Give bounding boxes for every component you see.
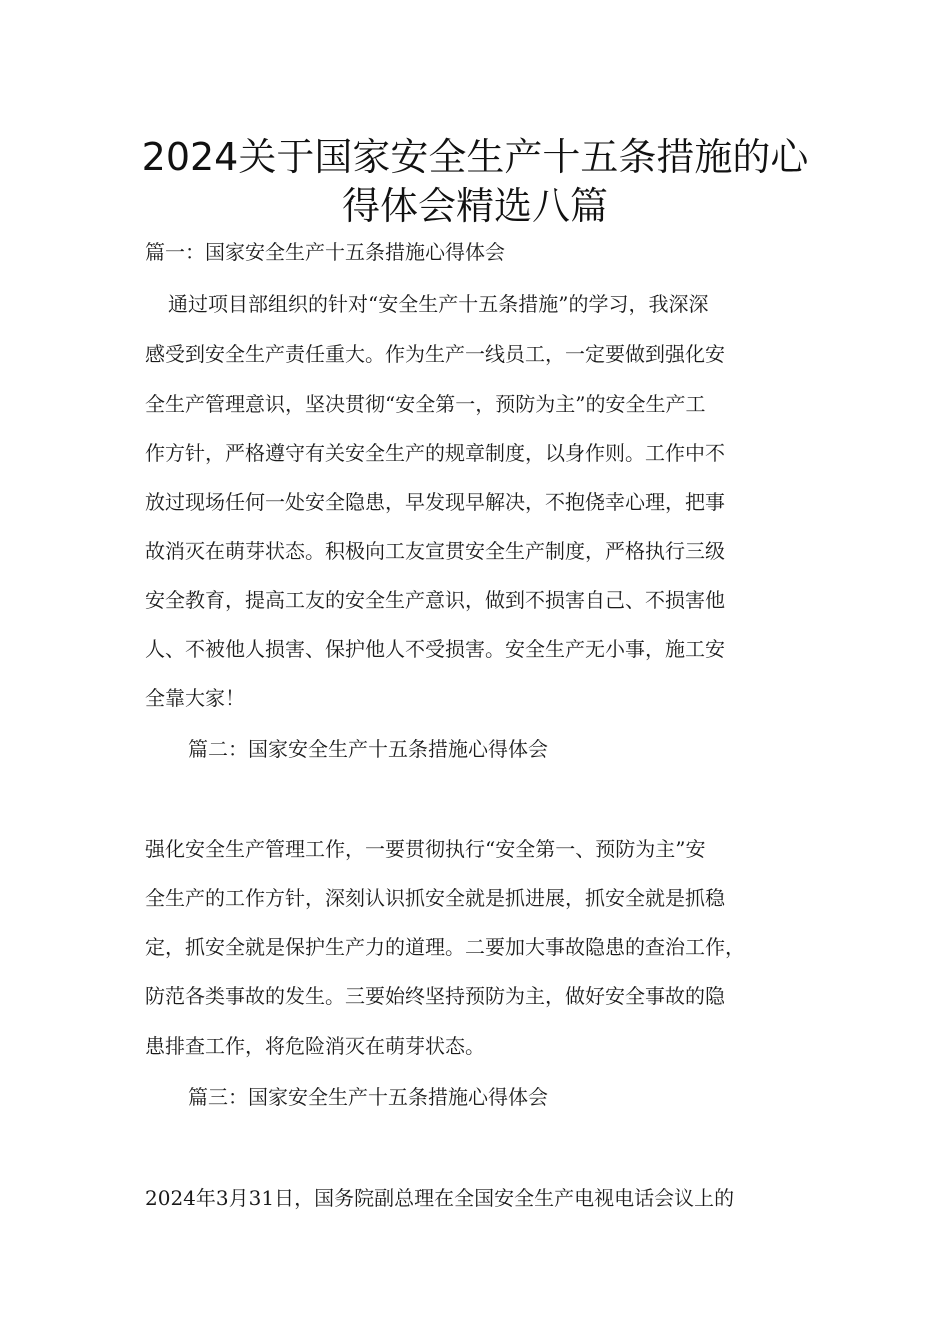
section-1-paragraph-line: 安全教育，提高工友的安全生产意识，做到不损害自己、不损害他 xyxy=(145,588,725,612)
section-1-paragraph-line: 人、不被他人损害、保护他人不受损害。安全生产无小事，施工安 xyxy=(145,637,725,661)
section-3-paragraph-line: 2024年3月31日，国务院副总理在全国安全生产电视电话会议上的 xyxy=(145,1186,735,1210)
section-1-paragraph-line: 通过项目部组织的针对“安全生产十五条措施”的学习，我深深 xyxy=(168,292,709,316)
section-2-paragraph-line: 全生产的工作方针，深刻认识抓安全就是抓进展，抓安全就是抓稳 xyxy=(145,886,725,910)
section-2-paragraph-line: 防范各类事故的发生。三要始终坚持预防为主，做好安全事故的隐 xyxy=(145,984,725,1008)
section-2-paragraph-line: 强化安全生产管理工作，一要贯彻执行“安全第一、预防为主”安 xyxy=(145,837,706,861)
section-3-heading: 篇三：国家安全生产十五条措施心得体会 xyxy=(188,1085,548,1109)
section-1-paragraph-line: 感受到安全生产责任重大。作为生产一线员工，一定要做到强化安 xyxy=(145,342,725,366)
section-2-paragraph-line: 患排查工作，将危险消灭在萌芽状态。 xyxy=(145,1034,485,1058)
section-2-paragraph-line: 定，抓安全就是保护生产力的道理。二要加大事故隐患的查治工作， xyxy=(145,935,745,959)
section-1-heading: 篇一：国家安全生产十五条措施心得体会 xyxy=(145,240,505,264)
section-1-paragraph-line: 全靠大家！ xyxy=(145,686,245,710)
section-1-paragraph-line: 作方针，严格遵守有关安全生产的规章制度，以身作则。工作中不 xyxy=(145,441,725,465)
document-title-line-2: 得体会精选八篇 xyxy=(341,184,608,228)
section-2-heading: 篇二：国家安全生产十五条措施心得体会 xyxy=(188,737,548,761)
section-1-paragraph-line: 故消灭在萌芽状态。积极向工友宣贯安全生产制度，严格执行三级 xyxy=(145,539,725,563)
section-1-paragraph-line: 放过现场任何一处安全隐患，早发现早解决，不抱侥幸心理，把事 xyxy=(145,490,725,514)
section-1-paragraph-line: 全生产管理意识，坚决贯彻“安全第一，预防为主”的安全生产工 xyxy=(145,392,706,416)
document-title-line-1: 2024关于国家安全生产十五条措施的心 xyxy=(141,135,809,179)
